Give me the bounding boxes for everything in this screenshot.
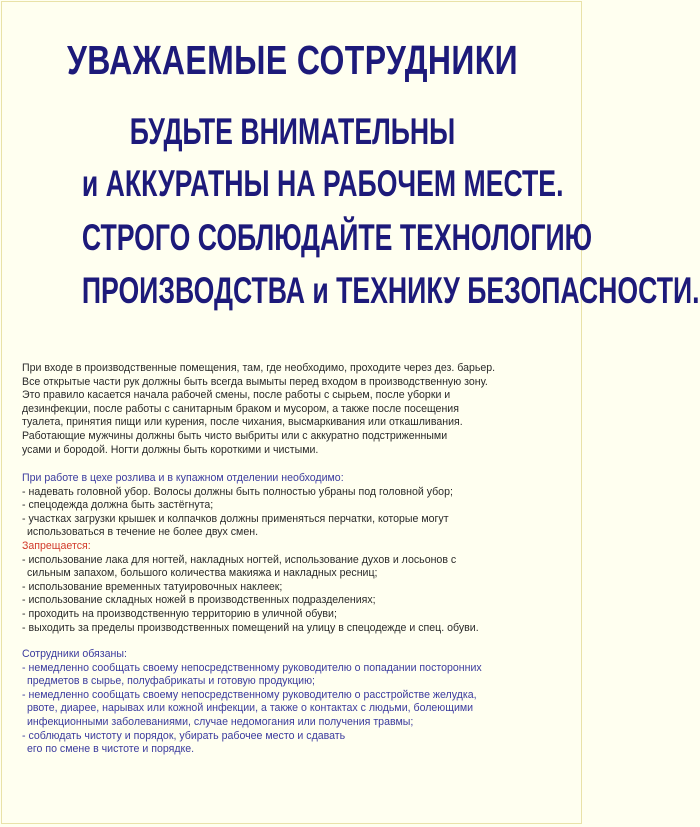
obligation-item: - немедленно сообщать своему непосредственному руководителю о расстройстве желудка, xyxy=(22,688,477,701)
headline-line: и АККУРАТНЫ НА РАБОЧЕМ МЕСТЕ. xyxy=(81,163,564,204)
prohibited-item: - использование лака для ногтей, накладных ногтей, использование духов и лосьонов с xyxy=(22,553,457,566)
intro-line: Все открытые части рук должны быть всегда вымыты перед входом в производственную зону. xyxy=(22,375,488,388)
prohibited-item: - выходить за пределы производственных помещений на улицу в спецодежде и спец. обуви. xyxy=(22,621,479,634)
intro-line: Это правило касается начала рабочей смены, после работы с сырьем, после уборки и xyxy=(22,389,451,402)
intro-line: туалета, принятия пищи или курения, после чихания, высмаркивания или откашливания. xyxy=(22,416,463,429)
intro-line: дезинфекции, после работы с санитарным браком и мусором, а также после посещения xyxy=(22,402,459,415)
obligation-item: предметов в сырье, полуфабрикаты и готовую продукцию; xyxy=(27,675,315,688)
obligation-item: рвоте, диарее, нарывах или кожной инфекции, а также о контактах с людьми, болеющими xyxy=(27,702,474,715)
headline-line: БУДЬТЕ ВНИМАТЕЛЬНЫ xyxy=(129,111,456,152)
obligation-item: - немедленно сообщать своему непосредственному руководителю о попадании посторонних xyxy=(22,661,482,674)
intro-paragraph xyxy=(22,362,570,457)
obligation-item: - соблюдать чистоту и порядок, убирать рабочее место и сдавать xyxy=(22,729,346,742)
obligations-heading: Сотрудники обязаны: xyxy=(22,648,127,660)
rule-item: использоваться в течение не более двух смен. xyxy=(27,526,259,539)
prohibited-item: сильным запахом, большого количества макияжа и накладных ресниц; xyxy=(27,567,378,580)
rule-item: - спецодежда должна быть застёгнута; xyxy=(22,499,214,512)
prohibited-item: - использование временных татуировочных наклеек; xyxy=(22,580,283,593)
intro-line: Работающие мужчины должны быть чисто выбриты или с аккуратно подстриженными xyxy=(22,429,448,442)
rule-item: - надевать головной убор. Волосы должны быть полностью убраны под головной убор; xyxy=(22,485,453,498)
bottling-heading: При работе в цехе розлива и в купажном отделении необходимо: xyxy=(22,472,344,484)
rule-item: - участках загрузки крышек и колпачков должны применяться перчатки, которые могут xyxy=(22,512,449,525)
prohibited-heading: Запрещается: xyxy=(22,539,91,552)
prohibited-item: - проходить на производственную территорию в уличной обуви; xyxy=(22,607,337,620)
headline-line: ПРОИЗВОДСТВА и ТЕХНИКУ БЕЗОПАСНОСТИ. xyxy=(81,270,700,311)
poster-title: УВАЖАЕМЫЕ СОТРУДНИКИ xyxy=(66,37,519,83)
obligation-item: инфекционными заболеваниями, случае недомогания или получения травмы; xyxy=(27,715,414,728)
prohibited-item: - использование складных ножей в производственных подразделениях; xyxy=(22,594,376,607)
obligation-item: его по смене в чистоте и порядке. xyxy=(27,743,195,756)
intro-line: усами и бородой. Ногти должны быть короткими и чистыми. xyxy=(22,443,319,456)
intro-line: При входе в производственные помещения, там, где необходимо, проходите через дез. барьер. xyxy=(22,362,496,374)
obligations-section xyxy=(22,648,570,757)
headline-line: СТРОГО СОБЛЮДАЙТЕ ТЕХНОЛОГИЮ xyxy=(81,217,593,258)
bottling-section xyxy=(22,472,570,635)
